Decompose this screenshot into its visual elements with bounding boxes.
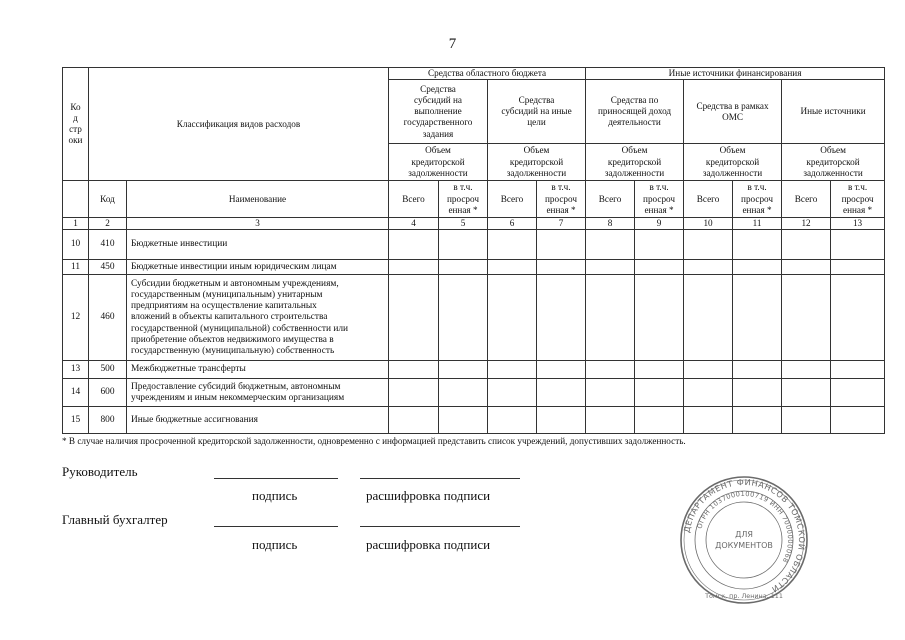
- column-number: 11: [733, 218, 782, 230]
- value-cell: [537, 260, 586, 275]
- volume-header: Объем кредиторской задолженности: [782, 144, 885, 181]
- value-cell: [537, 275, 586, 361]
- column-number: 7: [537, 218, 586, 230]
- value-cell: [684, 379, 733, 407]
- value-cell: [831, 230, 885, 260]
- column-number: 3: [127, 218, 389, 230]
- row-code: 450: [89, 260, 127, 275]
- accountant-signature-line: [214, 526, 338, 527]
- value-cell: [782, 361, 831, 379]
- row-code: 600: [89, 379, 127, 407]
- value-cell: [635, 260, 684, 275]
- column-number: 1: [63, 218, 89, 230]
- table-row: [63, 260, 885, 275]
- overdue-header: в т.ч. просроч енная *: [635, 181, 684, 218]
- row-line-number: 15: [63, 407, 89, 434]
- stamp-outer-text: ДЕПАРТАМЕНТ ФИНАНСОВ ТОМСКОЙ ОБЛАСТИ: [681, 476, 808, 595]
- value-cell: [389, 407, 439, 434]
- value-cell: [635, 275, 684, 361]
- row-name: Межбюджетные трансферты: [127, 361, 389, 379]
- page-number: 7: [448, 36, 457, 52]
- value-cell: [635, 361, 684, 379]
- value-cell: [586, 407, 635, 434]
- stamp-center-line1: ДЛЯ: [735, 530, 753, 539]
- row-line-number: 12: [63, 275, 89, 361]
- head-signature-caption: подпись: [252, 488, 298, 503]
- total-header: Всего: [488, 181, 537, 218]
- svg-text:ОГРН 1037000100719 ИНН 7000000: [696, 490, 794, 564]
- overdue-header: в т.ч. просроч енная *: [537, 181, 586, 218]
- accountant-decode-line: [360, 526, 520, 527]
- accounts-payable-table: [62, 67, 885, 434]
- code-header: Код: [89, 181, 127, 218]
- value-cell: [733, 275, 782, 361]
- row-line-number: 10: [63, 230, 89, 260]
- column-number: 8: [586, 218, 635, 230]
- value-cell: [537, 361, 586, 379]
- value-cell: [439, 230, 488, 260]
- stamp-mid-text: ОГРН 1037000100719 ИНН 7000000068: [695, 489, 795, 565]
- row-name: Бюджетные инвестиции: [127, 230, 389, 260]
- column-number: 5: [439, 218, 488, 230]
- volume-header: Объем кредиторской задолженности: [389, 144, 488, 181]
- value-cell: [488, 230, 537, 260]
- column-number: 4: [389, 218, 439, 230]
- fund-header: Средства субсидий на иные цели: [488, 80, 586, 144]
- value-cell: [389, 230, 439, 260]
- total-header: Всего: [586, 181, 635, 218]
- name-header: Наименование: [127, 181, 389, 218]
- value-cell: [488, 379, 537, 407]
- value-cell: [831, 407, 885, 434]
- row-name: Иные бюджетные ассигнования: [127, 407, 389, 434]
- value-cell: [488, 275, 537, 361]
- value-cell: [537, 379, 586, 407]
- value-cell: [733, 260, 782, 275]
- head-decode-line: [360, 478, 520, 479]
- value-cell: [439, 407, 488, 434]
- fund-header: Средства субсидий на выполнение государственного задания: [389, 80, 488, 144]
- header-row-groups: [63, 68, 885, 80]
- total-header: Всего: [782, 181, 831, 218]
- total-header: Всего: [684, 181, 733, 218]
- head-signature-line: [214, 478, 338, 479]
- value-cell: [439, 260, 488, 275]
- fund-header: Иные источники: [782, 80, 885, 144]
- footnote: * В случае наличия просроченной кредиторской задолженности, одновременно с информацией представить список учреждений, допустивших задолженность.: [62, 436, 686, 446]
- value-cell: [586, 260, 635, 275]
- table-row: [63, 275, 885, 361]
- table-row: [63, 230, 885, 260]
- row-line-number: 14: [63, 379, 89, 407]
- value-cell: [488, 260, 537, 275]
- volume-header: Объем кредиторской задолженности: [684, 144, 782, 181]
- column-number: 9: [635, 218, 684, 230]
- value-cell: [684, 260, 733, 275]
- table-row: [63, 361, 885, 379]
- value-cell: [586, 275, 635, 361]
- table-row: [63, 379, 885, 407]
- value-cell: [684, 230, 733, 260]
- overdue-header: в т.ч. просроч енная *: [831, 181, 885, 218]
- value-cell: [635, 407, 684, 434]
- value-cell: [389, 379, 439, 407]
- value-cell: [782, 230, 831, 260]
- column-number: 12: [782, 218, 831, 230]
- value-cell: [733, 379, 782, 407]
- header-row-subcolumns: [63, 181, 885, 218]
- head-decode-caption: расшифровка подписи: [366, 488, 491, 503]
- volume-header: Объем кредиторской задолженности: [586, 144, 684, 181]
- value-cell: [831, 275, 885, 361]
- other-sources-header: Иные источники финансирования: [586, 68, 885, 80]
- value-cell: [586, 379, 635, 407]
- regional-budget-header: Средства областного бюджета: [389, 68, 586, 80]
- table-row: [63, 407, 885, 434]
- row-line-number: 11: [63, 260, 89, 275]
- volume-header: Объем кредиторской задолженности: [488, 144, 586, 181]
- value-cell: [439, 361, 488, 379]
- accountant-signature-caption: подпись: [252, 537, 298, 552]
- value-cell: [831, 260, 885, 275]
- stamp-center-line2: ДОКУМЕНТОВ: [715, 541, 773, 550]
- value-cell: [488, 407, 537, 434]
- value-cell: [488, 361, 537, 379]
- value-cell: [684, 407, 733, 434]
- chief-accountant-label: Главный бухгалтер: [62, 512, 168, 527]
- row-code: 410: [89, 230, 127, 260]
- stamp-address-text: Томск, пр. Ленина, 111: [705, 592, 783, 600]
- value-cell: [782, 275, 831, 361]
- value-cell: [831, 379, 885, 407]
- value-cell: [635, 230, 684, 260]
- row-code-subcell: [63, 181, 89, 218]
- value-cell: [389, 275, 439, 361]
- value-cell: [684, 361, 733, 379]
- value-cell: [389, 260, 439, 275]
- fund-header: Средства в рамках ОМС: [684, 80, 782, 144]
- value-cell: [733, 230, 782, 260]
- fund-header: Средства по приносящей доход деятельности: [586, 80, 684, 144]
- column-number: 10: [684, 218, 733, 230]
- row-name: Бюджетные инвестиции иным юридическим лицам: [127, 260, 389, 275]
- column-number: 13: [831, 218, 885, 230]
- value-cell: [537, 230, 586, 260]
- total-header: Всего: [389, 181, 439, 218]
- row-name: Предоставление субсидий бюджетным, автономным учреждениям и иным некоммерческим организациям: [127, 379, 389, 407]
- column-numbers-row: [63, 218, 885, 230]
- value-cell: [831, 361, 885, 379]
- value-cell: [439, 275, 488, 361]
- value-cell: [389, 361, 439, 379]
- value-cell: [586, 361, 635, 379]
- value-cell: [537, 407, 586, 434]
- value-cell: [733, 361, 782, 379]
- official-seal-stamp: [678, 474, 810, 606]
- classification-header: Классификация видов расходов: [89, 68, 389, 181]
- head-label: Руководитель: [62, 464, 138, 479]
- value-cell: [586, 230, 635, 260]
- accountant-decode-caption: расшифровка подписи: [366, 537, 491, 552]
- value-cell: [635, 379, 684, 407]
- value-cell: [782, 379, 831, 407]
- overdue-header: в т.ч. просроч енная *: [439, 181, 488, 218]
- value-cell: [782, 260, 831, 275]
- value-cell: [733, 407, 782, 434]
- row-code: 800: [89, 407, 127, 434]
- value-cell: [782, 407, 831, 434]
- column-number: 2: [89, 218, 127, 230]
- column-number: 6: [488, 218, 537, 230]
- row-code-header: Ко д стр оки: [63, 68, 89, 181]
- row-code: 500: [89, 361, 127, 379]
- value-cell: [684, 275, 733, 361]
- value-cell: [439, 379, 488, 407]
- row-line-number: 13: [63, 361, 89, 379]
- row-code: 460: [89, 275, 127, 361]
- row-name: Субсидии бюджетным и автономным учреждениям, государственным (муниципальным) унитарным предприятиям на осуществление капитальных вложений в объекты капитального строительства государственной (муниципальной) собственности или приобретение объектов недвижимого имущества в государственную (муниципальную) собственность: [127, 275, 389, 361]
- overdue-header: в т.ч. просроч енная *: [733, 181, 782, 218]
